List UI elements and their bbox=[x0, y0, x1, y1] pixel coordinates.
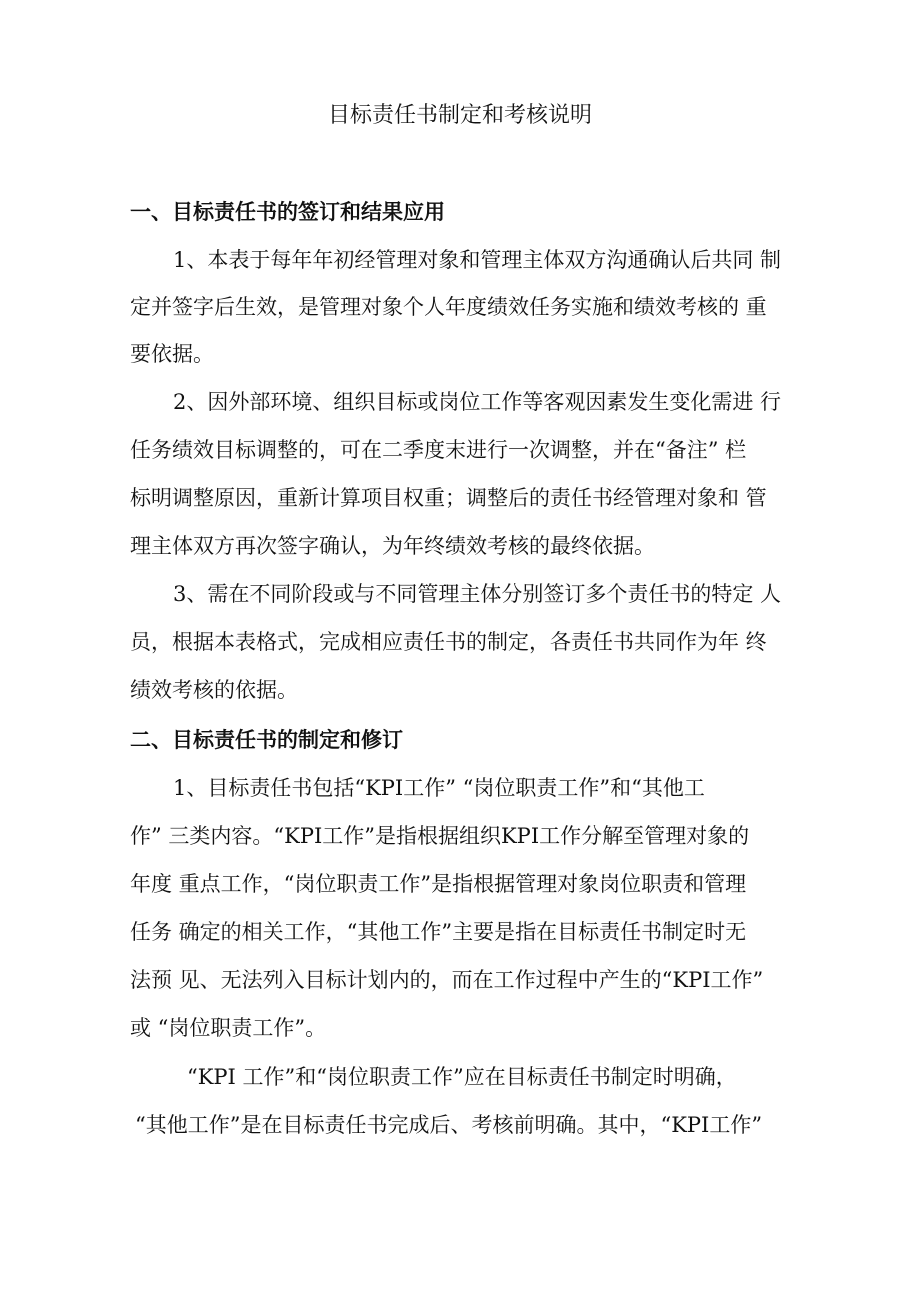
paragraph-line: 任务 确定的相关工作，“其他工作”主要是指在目标责任书制定时无 bbox=[130, 920, 747, 944]
paragraph-line: “其他工作”是在目标责任书完成后、考核前明确。其中，“KPI工作” bbox=[135, 1113, 763, 1137]
paragraph-line: 1、目标责任书包括“KPI工作” “岗位职责工作”和“其他工 bbox=[173, 776, 705, 800]
paragraph-line: 2、因外部环境、组织目标或岗位工作等客观因素发生变化需进 行 bbox=[173, 390, 782, 414]
paragraph-line: 员，根据本表格式，完成相应责任书的制定，各责任书共同作为年 终 bbox=[130, 630, 767, 654]
paragraph-line: 作” 三类内容。“KPI工作”是指根据组织KPI工作分解至管理对象的 bbox=[130, 824, 750, 848]
paragraph-line: 标明调整原因，重新计算项目权重；调整后的责任书经管理对象和 管 bbox=[130, 486, 767, 510]
paragraph-line: “KPI 工作”和“岗位职责工作”应在目标责任书制定时明确， bbox=[187, 1065, 737, 1089]
paragraph-line: 法预 见、无法列入目标计划内的，而在工作过程中产生的“KPI工作” bbox=[130, 968, 764, 992]
section-heading: 二、目标责任书的制定和修订 bbox=[130, 727, 403, 752]
paragraph-line: 或 “岗位职责工作”。 bbox=[130, 1016, 327, 1040]
paragraph-line: 3、需在不同阶段或与不同管理主体分别签订多个责任书的特定 人 bbox=[173, 582, 782, 606]
paragraph-line: 绩效考核的依据。 bbox=[130, 678, 298, 702]
section-heading: 一、目标责任书的签订和结果应用 bbox=[130, 199, 445, 224]
paragraph-line: 任务绩效目标调整的，可在二季度末进行一次调整，并在“备注” 栏 bbox=[130, 438, 747, 462]
paragraph-line: 定并签字后生效，是管理对象个人年度绩效任务实施和绩效考核的 重 bbox=[130, 295, 767, 319]
document-title: 目标责任书制定和考核说明 bbox=[327, 103, 592, 128]
paragraph-line: 理主体双方再次签字确认，为年终绩效考核的最终依据。 bbox=[130, 534, 655, 558]
paragraph-line: 年度 重点工作，“岗位职责工作”是指根据管理对象岗位职责和管理 bbox=[130, 872, 747, 896]
paragraph-line: 1、本表于每年年初经管理对象和管理主体双方沟通确认后共同 制 bbox=[173, 248, 782, 272]
paragraph-line: 要依据。 bbox=[130, 342, 214, 366]
